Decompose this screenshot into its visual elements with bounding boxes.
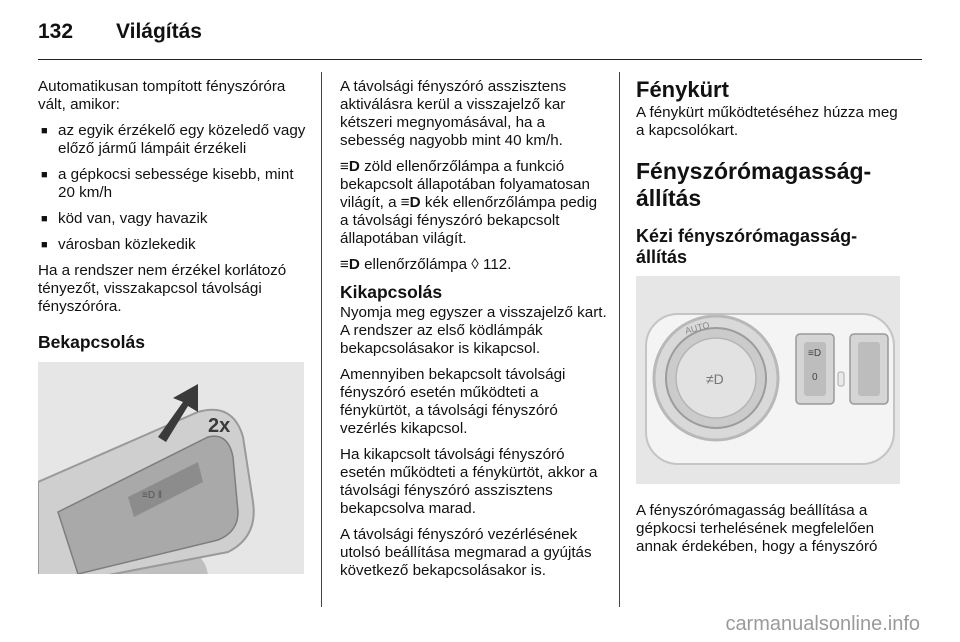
svg-text:≡D: ≡D — [808, 348, 822, 359]
high-beam-assist-icon: ≡D — [340, 158, 360, 175]
paragraph: A fénykürt működtetéséhez húzza meg a kapcsolókart. — [636, 104, 898, 139]
switch-image — [636, 276, 900, 484]
high-beam-icon: ≡D — [400, 194, 421, 211]
page-title: Világítás — [116, 20, 202, 43]
column-3 — [636, 78, 906, 564]
column-1 — [38, 78, 306, 574]
list-item: ■ a gépkocsi sebessége kisebb, mint 20 km/h — [38, 166, 306, 202]
list-item: ■ városban közlekedik — [38, 236, 306, 254]
column-divider-2 — [619, 72, 620, 607]
column-2 — [340, 78, 608, 588]
svg-text:≠D: ≠D — [706, 371, 724, 387]
heading-bekapcsolas: Bekapcsolás — [38, 332, 146, 352]
column-divider-1 — [321, 72, 322, 607]
heading-fenykurt: Fénykürt — [636, 77, 729, 102]
page-number: 132 — [38, 20, 74, 43]
paragraph: ≡D ellenőrzőlámpa ◊ 112. — [340, 256, 512, 273]
condition-list — [38, 122, 306, 254]
heading-fenyszoromagassag: Fényszórómagasság-állítás — [636, 158, 872, 211]
indicator-icon: ≡D — [340, 256, 360, 273]
heading-kezi-allitas: Kézi fényszórómagasság-állítás — [636, 226, 858, 267]
list-item: ■ az egyik érzékelő egy közeledő vagy előző jármű lámpáit érzékeli — [38, 122, 306, 158]
paragraph: A fényszórómagasság beállítása a gépkocsi terhelésének megfelelően annak érdekében, hogy a fényszóró — [636, 502, 878, 555]
page-header — [38, 20, 202, 50]
intro-text: Automatikusan tompított fényszóróra vált, amikor: — [38, 78, 286, 113]
auto-label: AUTO — [683, 319, 711, 336]
heading-kikapcsolas: Kikapcsolás — [340, 282, 443, 302]
watermark: carmanualsonline.info — [725, 613, 920, 635]
lever-image — [38, 362, 304, 574]
svg-text:0: 0 — [812, 372, 818, 383]
lever-illustration — [38, 362, 304, 574]
list-item: ■ köd van, vagy havazik — [38, 210, 306, 228]
paragraph: A távolsági fényszóró asszisztens aktiválásra kerül a visszajelző kar kétszeri megnyomásával, ha a sebesség nagyobb mint 40 km/h. — [340, 78, 567, 149]
headlight-switch-illustration — [636, 276, 900, 484]
paragraph: ≡D zöld ellenőrzőlámpa a funkció bekapcsolt állapotában folyamatosan világít, a ≡D kék ellenőrzőlámpa pedig a távolsági fényszóró bekapcsolt állapotában világít. — [340, 158, 598, 247]
paragraph: Ha a rendszer nem érzékel korlátozó tényezőt, visszakapcsol távolsági fényszóróra. — [38, 262, 287, 315]
paragraph: A távolsági fényszóró vezérlésének utolsó beállítása megmarad a gyújtás következő bekapcsolásakor is. — [340, 526, 592, 579]
figure-label-2x: 2x — [208, 415, 231, 437]
paragraph: Amennyiben bekapcsolt távolsági fényszóró esetén működteti a fénykürtöt, a távolsági fényszóró vezérlés kikapcsol. — [340, 366, 566, 437]
paragraph: Ha kikapcsolt távolsági fényszóró esetén működteti a fénykürtöt, akkor a távolsági fényszóró asszisztens bekapcsolva marad. — [340, 446, 598, 517]
paragraph: Nyomja meg egyszer a visszajelző kart. A rendszer az első ködlámpák bekapcsolásakor is kikapcsol. — [340, 304, 607, 357]
svg-text:≡D ‖: ≡D ‖ — [142, 490, 162, 501]
header-rule — [38, 59, 922, 60]
